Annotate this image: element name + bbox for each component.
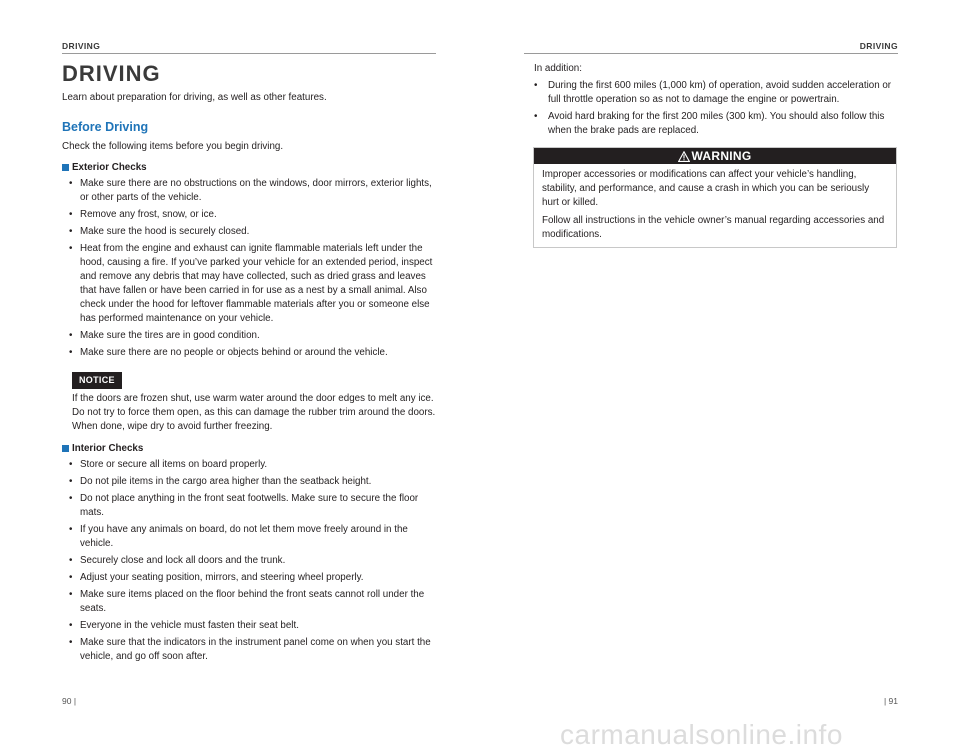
list-item: • Store or secure all items on board properly. bbox=[62, 458, 438, 472]
page-number-right: | 91 bbox=[883, 696, 898, 706]
interior-checks-list bbox=[62, 458, 438, 664]
page-number-left: 90 | bbox=[62, 696, 77, 706]
right-page bbox=[480, 0, 960, 750]
addition-label: In addition: bbox=[534, 63, 582, 74]
left-page bbox=[0, 0, 480, 750]
subhead-label: Exterior Checks bbox=[72, 162, 147, 173]
list-item: • Make sure there are no people or objects behind or around the vehicle. bbox=[62, 346, 438, 360]
list-item: • If you have any animals on board, do not let them move freely around in the vehicle. bbox=[62, 523, 438, 551]
notice-text: If the doors are frozen shut, use warm water around the door edges to melt any ice. Do not try to force them open, as this can damage the rubber trim around the doors. When done, wipe dry to avoid further freezing. bbox=[72, 393, 436, 432]
right-page-content bbox=[532, 62, 898, 248]
list-item: • Make sure there are no obstructions on the windows, door mirrors, exterior lights, or other parts of the vehicle. bbox=[62, 177, 438, 205]
section-intro: Check the following items before you begin driving. bbox=[62, 141, 284, 152]
running-head: DRIVING bbox=[62, 41, 101, 51]
square-bullet-icon bbox=[62, 445, 69, 452]
list-item: • Avoid hard braking for the first 200 miles (300 km). You should also follow this when the brake pads are replaced. bbox=[532, 110, 898, 138]
notice-badge: NOTICE bbox=[72, 372, 122, 389]
list-item: • Remove any frost, snow, or ice. bbox=[62, 208, 438, 222]
square-bullet-icon bbox=[62, 164, 69, 171]
warning-paragraph: Improper accessories or modifications can affect your vehicle’s handling, stability, and performance, and cause a crash in which you can be seriously hurt or killed. bbox=[542, 169, 870, 208]
list-item: • Adjust your seating position, mirrors, and steering wheel properly. bbox=[62, 571, 438, 585]
list-item: • Make sure that the indicators in the instrument panel come on when you start the vehicle, and go off soon after. bbox=[62, 636, 438, 664]
warning-paragraph: Follow all instructions in the vehicle owner’s manual regarding accessories and modifications. bbox=[542, 215, 885, 240]
list-item: • Heat from the engine and exhaust can ignite flammable materials left under the hood, causing a fire. If you’ve parked your vehicle for an extended period, inspect and remove any debris that may have collected, such as dried grass and leaves that have fallen or have been carried in for use as a nest by a small animal. Also check under the hood for leftover flammable materials after you or someone else has performed maintenance on your vehicle. bbox=[62, 242, 438, 326]
left-page-content bbox=[62, 60, 438, 664]
addition-list bbox=[532, 79, 898, 138]
list-item: • Everyone in the vehicle must fasten their seat belt. bbox=[62, 619, 438, 633]
list-item: • Make sure the hood is securely closed. bbox=[62, 225, 438, 239]
running-head: DRIVING bbox=[859, 41, 898, 51]
warning-label: WARNING bbox=[691, 149, 752, 163]
page-title: DRIVING bbox=[62, 61, 161, 86]
warning-box bbox=[533, 147, 897, 248]
subhead-label: Interior Checks bbox=[72, 443, 144, 454]
exterior-checks-list bbox=[62, 177, 438, 360]
watermark: carmanualsonline.info bbox=[560, 719, 843, 750]
lead-text: Learn about preparation for driving, as well as other features. bbox=[62, 92, 327, 103]
warning-header bbox=[534, 148, 896, 164]
subhead-exterior-checks bbox=[62, 161, 438, 174]
list-item: • Make sure the tires are in good condition. bbox=[62, 329, 438, 343]
warning-triangle-icon bbox=[678, 151, 690, 162]
header-rule bbox=[524, 53, 898, 54]
list-item: • During the first 600 miles (1,000 km) of operation, avoid sudden acceleration or full throttle operation so as not to damage the engine or powertrain. bbox=[532, 79, 898, 107]
header-rule bbox=[62, 53, 436, 54]
list-item: • Securely close and lock all doors and the trunk. bbox=[62, 554, 438, 568]
section-title-before-driving: Before Driving bbox=[62, 120, 149, 134]
list-item: • Do not place anything in the front seat footwells. Make sure to secure the floor mats. bbox=[62, 492, 438, 520]
list-item: • Do not pile items in the cargo area higher than the seatback height. bbox=[62, 475, 438, 489]
warning-body bbox=[534, 164, 896, 247]
list-item: • Make sure items placed on the floor behind the front seats cannot roll under the seats. bbox=[62, 588, 438, 616]
subhead-interior-checks bbox=[62, 442, 438, 455]
